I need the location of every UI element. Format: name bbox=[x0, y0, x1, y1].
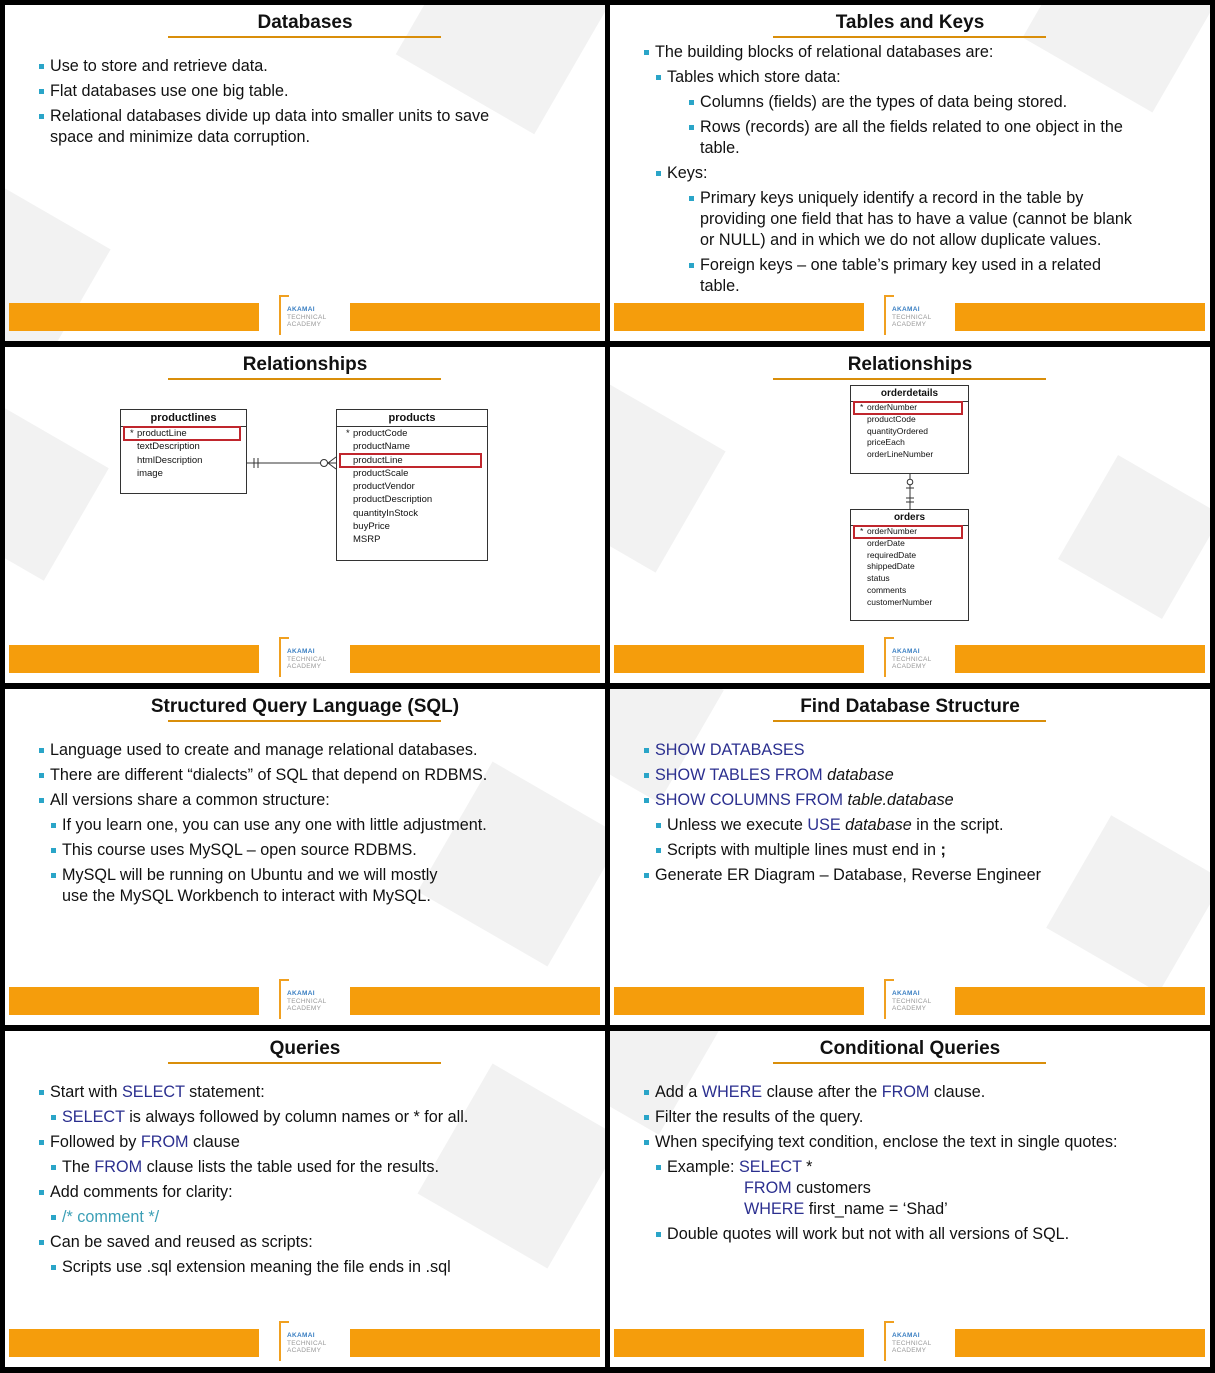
title-underline bbox=[168, 720, 441, 722]
entity-field: status bbox=[867, 573, 890, 584]
footer-bar-right bbox=[955, 987, 1205, 1015]
entity-field: MSRP bbox=[353, 534, 381, 546]
bullet: The building blocks of relational databases are: bbox=[644, 42, 1204, 63]
footer-bar-right bbox=[955, 303, 1205, 331]
entity-orders bbox=[850, 509, 969, 621]
semicolon: ; bbox=[940, 841, 946, 859]
entity-orderdetails bbox=[850, 385, 969, 474]
bullet-text-cont: space and minimize data corruption. bbox=[50, 128, 311, 146]
bullet-list bbox=[644, 42, 1204, 301]
footer-bar-right bbox=[350, 987, 600, 1015]
title-underline bbox=[168, 36, 441, 38]
slide-title: Queries bbox=[269, 1038, 341, 1059]
entity-field: buyPrice bbox=[353, 521, 390, 533]
bullet: Double quotes will work but not with all versions of SQL. bbox=[656, 1224, 1206, 1245]
sql-keyword: WHERE bbox=[744, 1200, 805, 1218]
bullet-text: Primary keys uniquely identify a record in the table by bbox=[700, 189, 1084, 207]
slide-title: Relationships bbox=[242, 354, 368, 375]
bullet bbox=[644, 765, 1204, 786]
sql-comment: /* comment */ bbox=[62, 1208, 160, 1226]
entity-field: orderLineNumber bbox=[867, 449, 934, 460]
entity-field: * orderNumber bbox=[854, 526, 962, 538]
sql-keyword: SELECT bbox=[62, 1108, 125, 1126]
relationship-connector bbox=[903, 474, 917, 510]
bullet-text-cont: or NULL) and in which we do not allow duplicate values. bbox=[700, 231, 1102, 249]
footer-bar-left bbox=[614, 987, 864, 1015]
entity-field: productCode bbox=[867, 413, 916, 424]
bullet bbox=[644, 740, 1204, 761]
slide-title: Databases bbox=[257, 12, 353, 33]
bullet: Use to store and retrieve data. bbox=[39, 56, 579, 77]
bullet bbox=[689, 188, 1204, 251]
entity-field: requiredDate bbox=[867, 549, 917, 560]
slide-title: Relationships bbox=[847, 354, 973, 375]
bullet-text-cont: providing one field that has to have a value (cannot be blank bbox=[700, 210, 1132, 228]
entity-field: productVendor bbox=[353, 481, 415, 493]
sql-keyword: SHOW COLUMNS FROM bbox=[655, 791, 843, 809]
entity-field: productDescription bbox=[353, 494, 433, 506]
bullet: Unless we execute USE database in the script. bbox=[656, 815, 1204, 836]
slide-title: Conditional Queries bbox=[819, 1038, 1001, 1059]
sql-keyword: FROM bbox=[881, 1083, 930, 1101]
bullet: Language used to create and manage relational databases. bbox=[39, 740, 599, 761]
bullet-text-cont: table. bbox=[700, 139, 740, 157]
bullet: Columns (fields) are the types of data being stored. bbox=[689, 92, 1204, 113]
bullet-text-cont: table. bbox=[700, 277, 740, 295]
slide-conditional-queries bbox=[610, 1031, 1210, 1367]
slide-relationships-1 bbox=[5, 347, 605, 683]
footer-bar-right bbox=[955, 645, 1205, 673]
bullet bbox=[644, 790, 1204, 811]
bullet-text: Rows (records) are all the fields related to one object in the bbox=[700, 118, 1123, 136]
footer-bar-left bbox=[9, 645, 259, 673]
italic-term: database bbox=[845, 816, 912, 834]
entity-field: customerNumber bbox=[867, 596, 933, 607]
bullet-list bbox=[644, 740, 1204, 890]
entity-field: comments bbox=[867, 584, 907, 595]
bullet: There are different “dialects” of SQL that depend on RDBMS. bbox=[39, 765, 599, 786]
academy-logo: AKAMAI TECHNICAL ACADEMY bbox=[884, 1321, 950, 1361]
academy-logo: AKAMAI TECHNICAL ACADEMY bbox=[279, 637, 345, 677]
slide-databases bbox=[5, 5, 605, 341]
title-underline bbox=[773, 36, 1046, 38]
footer-bar-left bbox=[614, 303, 864, 331]
bullet: This course uses MySQL – open source RDBMS. bbox=[51, 840, 599, 861]
bullet: All versions share a common structure: bbox=[39, 790, 599, 811]
footer-bar-right bbox=[350, 1329, 600, 1357]
title-underline bbox=[773, 1062, 1046, 1064]
bullet bbox=[689, 255, 1204, 297]
title-underline bbox=[168, 378, 441, 380]
entity-field: productLine bbox=[340, 454, 481, 467]
academy-logo: AKAMAI TECHNICAL ACADEMY bbox=[279, 1321, 345, 1361]
bullet: The FROM clause lists the table used for the results. bbox=[51, 1157, 599, 1178]
footer-bar-left bbox=[614, 1329, 864, 1357]
title-underline bbox=[773, 720, 1046, 722]
bullet: Add a WHERE clause after the FROM clause. bbox=[644, 1082, 1206, 1103]
bullet-list bbox=[39, 56, 579, 152]
bullet: Example: SELECT * FROM customers WHERE first_name = ‘Shad’ bbox=[656, 1157, 1206, 1220]
bullet: Add comments for clarity: bbox=[39, 1182, 599, 1203]
title-underline bbox=[168, 1062, 441, 1064]
sql-keyword: FROM bbox=[744, 1179, 792, 1197]
bullet bbox=[51, 1207, 599, 1228]
sql-keyword: WHERE bbox=[701, 1083, 763, 1101]
entity-name: products bbox=[337, 410, 487, 427]
bullet: Start with SELECT statement: bbox=[39, 1082, 599, 1103]
bullet-list bbox=[39, 740, 599, 911]
entity-field: htmlDescription bbox=[137, 454, 203, 466]
slide-find-db-structure bbox=[610, 689, 1210, 1025]
bullet-text: Foreign keys – one table’s primary key used in a related bbox=[700, 256, 1102, 274]
academy-logo: AKAMAI TECHNICAL ACADEMY bbox=[279, 295, 345, 335]
bullet: Keys: bbox=[656, 163, 1204, 184]
entity-field: productName bbox=[353, 441, 411, 453]
entity-field: shippedDate bbox=[867, 561, 915, 572]
academy-logo: AKAMAI TECHNICAL ACADEMY bbox=[884, 295, 950, 335]
bullet-list bbox=[39, 1082, 599, 1282]
bullet bbox=[39, 106, 579, 148]
bullet: If you learn one, you can use any one with little adjustment. bbox=[51, 815, 599, 836]
bullet: Scripts with multiple lines must end in ; bbox=[656, 840, 1204, 861]
slide-sql bbox=[5, 689, 605, 1025]
bullet-text: Relational databases divide up data into smaller units to save bbox=[50, 107, 490, 125]
slide-title: Find Database Structure bbox=[800, 696, 1020, 717]
entity-field: quantityInStock bbox=[353, 507, 418, 519]
entity-name: orderdetails bbox=[851, 386, 968, 402]
bullet bbox=[689, 117, 1204, 159]
italic-term: table.database bbox=[847, 791, 954, 809]
slide-queries bbox=[5, 1031, 605, 1367]
entity-name: orders bbox=[851, 510, 968, 526]
footer-bar-left bbox=[9, 1329, 259, 1357]
sql-keyword: SELECT bbox=[738, 1158, 802, 1176]
bullet: SELECT is always followed by column names or * for all. bbox=[51, 1107, 599, 1128]
bullet-text-cont: use the MySQL Workbench to interact with MySQL. bbox=[62, 887, 431, 905]
entity-field: orderDate bbox=[867, 537, 905, 548]
entity-field: image bbox=[137, 467, 163, 479]
academy-logo: AKAMAI TECHNICAL ACADEMY bbox=[884, 979, 950, 1019]
sql-keyword: USE bbox=[807, 816, 841, 834]
footer-bar-right bbox=[350, 645, 600, 673]
footer-bar-left bbox=[9, 987, 259, 1015]
bullet: Tables which store data: bbox=[656, 67, 1204, 88]
footer-bar-left bbox=[614, 645, 864, 673]
sql-keyword: FROM bbox=[94, 1158, 143, 1176]
footer-bar-left bbox=[9, 303, 259, 331]
entity-field: quantityOrdered bbox=[867, 425, 928, 436]
bullet: Flat databases use one big table. bbox=[39, 81, 579, 102]
slide-relationships-2 bbox=[610, 347, 1210, 683]
title-underline bbox=[773, 378, 1046, 380]
bullet: Filter the results of the query. bbox=[644, 1107, 1206, 1128]
bullet-text: MySQL will be running on Ubuntu and we will mostly bbox=[62, 866, 438, 884]
bullet: Followed by FROM clause bbox=[39, 1132, 599, 1153]
entity-field: * productLine bbox=[124, 427, 240, 440]
sql-keyword: SHOW TABLES FROM bbox=[655, 766, 823, 784]
footer-bar-right bbox=[350, 303, 600, 331]
entity-field: priceEach bbox=[867, 437, 905, 448]
entity-field: productScale bbox=[353, 467, 409, 479]
footer-bar-right bbox=[955, 1329, 1205, 1357]
bullet: Scripts use .sql extension meaning the file ends in .sql bbox=[51, 1257, 599, 1278]
entity-products bbox=[336, 409, 488, 561]
bullet: Can be saved and reused as scripts: bbox=[39, 1232, 599, 1253]
slide-tables-and-keys bbox=[610, 5, 1210, 341]
sql-keyword: FROM bbox=[140, 1133, 189, 1151]
slide-title: Structured Query Language (SQL) bbox=[150, 696, 460, 717]
entity-field: textDescription bbox=[137, 441, 200, 453]
relationship-connector bbox=[247, 452, 337, 472]
sql-keyword: SHOW DATABASES bbox=[655, 741, 805, 759]
entity-name: productlines bbox=[121, 410, 246, 427]
bullet: When specifying text condition, enclose the text in single quotes: bbox=[644, 1132, 1206, 1153]
bullet: Generate ER Diagram – Database, Reverse Engineer bbox=[644, 865, 1204, 886]
italic-term: database bbox=[827, 766, 894, 784]
entity-field: * orderNumber bbox=[854, 402, 962, 414]
academy-logo: AKAMAI TECHNICAL ACADEMY bbox=[279, 979, 345, 1019]
bullet bbox=[51, 865, 599, 907]
entity-field: * productCode bbox=[337, 427, 487, 440]
sql-keyword: SELECT bbox=[121, 1083, 185, 1101]
slide-title: Tables and Keys bbox=[835, 12, 985, 33]
bullet-list bbox=[644, 1082, 1206, 1249]
academy-logo: AKAMAI TECHNICAL ACADEMY bbox=[884, 637, 950, 677]
entity-productlines bbox=[120, 409, 247, 494]
